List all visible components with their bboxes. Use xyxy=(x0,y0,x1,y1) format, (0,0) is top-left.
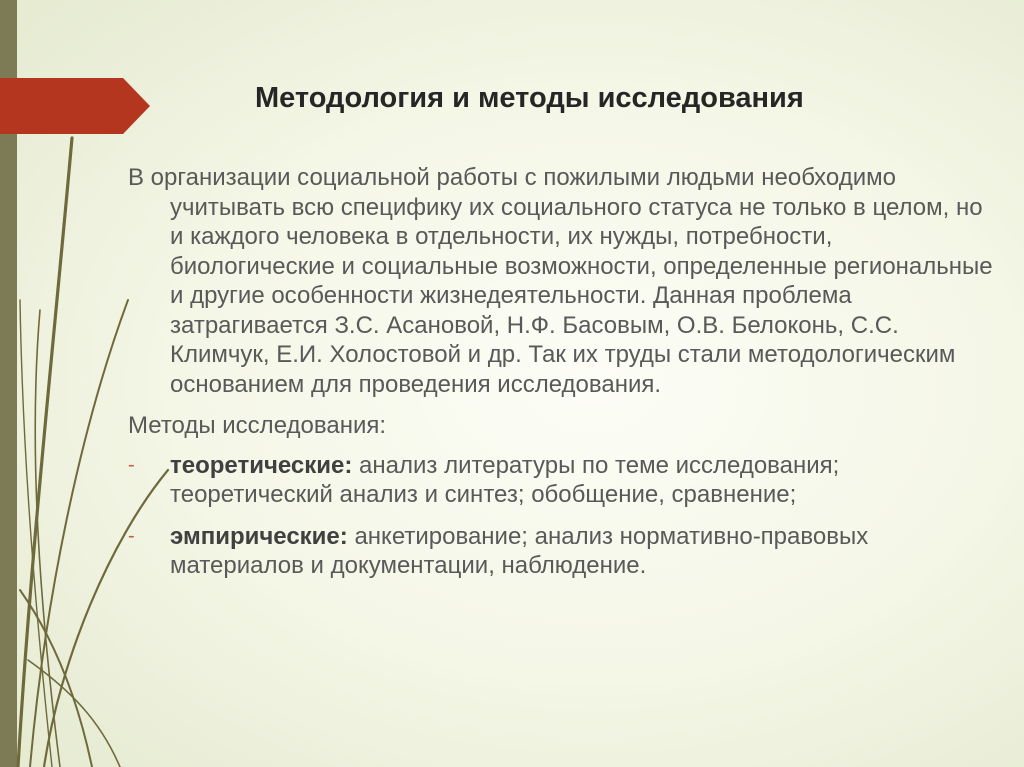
list-item xyxy=(128,522,998,581)
dash-bullet-icon: - xyxy=(128,453,135,476)
method-description: анализ литературы по теме исследования; теоретический анализ и синтез; обобщение, сравнение; xyxy=(170,451,840,508)
slide-title: Методология и методы исследования xyxy=(255,82,804,114)
list-item xyxy=(128,451,998,510)
method-term: эмпирические: xyxy=(170,522,348,550)
red-arrow-banner-icon xyxy=(0,78,160,134)
method-description: анкетирование; анализ нормативно-правовых материалов и документации, наблюдение. xyxy=(170,522,869,579)
intro-paragraph: В организации социальной работы с пожилыми людьми необходимо учитывать всю специфику их социального статуса не только в целом, но и каждого человека в отдельности, их нужды, потребности, биологические и социальные возможности, определенные региональные и другие особенности жизнедеятельности. Данная проблема затрагивается З.С. Асановой, Н.Ф. Басовым, О.В. Белоконь, С.С. Климчук, Е.И. Холостовой и др. Так их труды стали методологическим основанием для проведения исследования. xyxy=(128,164,993,398)
slide-content xyxy=(128,163,998,593)
dash-bullet-icon: - xyxy=(128,524,135,547)
methods-list xyxy=(128,451,998,581)
method-term: теоретические: xyxy=(170,451,353,479)
methods-heading: Методы исследования: xyxy=(128,412,387,439)
